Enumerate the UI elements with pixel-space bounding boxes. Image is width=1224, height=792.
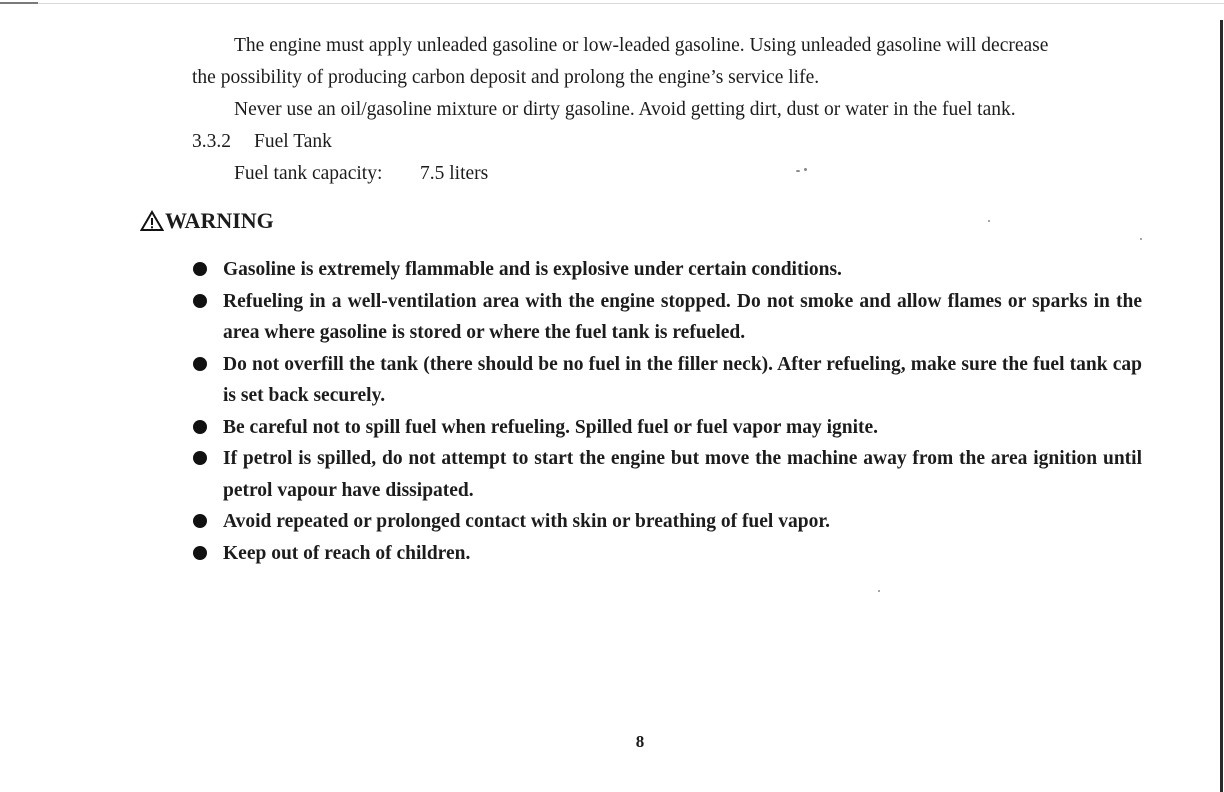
fuel-paragraph-line-2: the possibility of producing carbon deposit and prolong the engine’s service life. (192, 67, 820, 88)
warning-title: WARNING (165, 208, 274, 233)
scan-speck (988, 220, 990, 222)
warning-item-text: Refueling in a well-ventilation area with the engine stopped. Do not smoke and allow flames or sparks in the area where gasoline is stored or where the fuel tank is refueled. (223, 290, 1142, 343)
warning-item (190, 506, 1142, 538)
warning-item-text: If petrol is spilled, do not attempt to start the engine but move the machine away from the area ignition until petrol vapour have dissipated. (223, 448, 1142, 501)
bullet-icon (193, 420, 207, 434)
bullet-icon (193, 262, 207, 276)
warning-item-text: Be careful not to spill fuel when refueling. Spilled fuel or fuel vapor may ignite. (223, 416, 879, 438)
warning-item (190, 254, 1142, 286)
page-edge-line (1220, 20, 1223, 792)
warning-item-text: Do not overfill the tank (there should be no fuel in the filler neck). After refueling, make sure the fuel tank cap is set back securely. (223, 353, 1142, 406)
top-rule (0, 3, 1224, 4)
scan-speck (1140, 238, 1142, 240)
scan-speck (796, 170, 800, 172)
fuel-capacity-line (234, 158, 488, 190)
warning-item (190, 286, 1142, 349)
top-rule-mark (0, 2, 38, 4)
warning-item (190, 538, 1142, 570)
warning-list (190, 254, 1142, 569)
bullet-icon (193, 514, 207, 528)
page-number: 8 (635, 732, 645, 751)
bullet-icon (193, 546, 207, 560)
warning-item (190, 412, 1142, 444)
section-heading (192, 126, 332, 158)
section-title: Fuel Tank (254, 131, 332, 152)
capacity-label: Fuel tank capacity: (234, 163, 383, 184)
warning-item-text: Gasoline is extremely flammable and is explosive under certain conditions. (223, 259, 842, 280)
warning-item-text: Avoid repeated or prolonged contact with skin or breathing of fuel vapor. (223, 511, 831, 532)
warning-item (190, 443, 1142, 506)
bullet-icon (193, 357, 207, 371)
bullet-icon (193, 451, 207, 465)
capacity-value: 7.5 liters (420, 163, 489, 184)
scan-speck (804, 168, 807, 171)
section-number: 3.3.2 (192, 131, 231, 152)
warning-heading (140, 206, 274, 236)
warning-triangle-icon (140, 210, 164, 232)
warning-item-text: Keep out of reach of children. (223, 542, 471, 564)
warning-item (190, 349, 1142, 412)
bullet-icon (193, 294, 207, 308)
fuel-paragraph-line-1: The engine must apply unleaded gasoline or low-leaded gasoline. Using unleaded gasoline will decrease (234, 35, 1049, 56)
fuel-paragraph-2: Never use an oil/gasoline mixture or dirty gasoline. Avoid getting dirt, dust or water in the fuel tank. (234, 99, 1016, 120)
scan-speck (878, 590, 880, 592)
